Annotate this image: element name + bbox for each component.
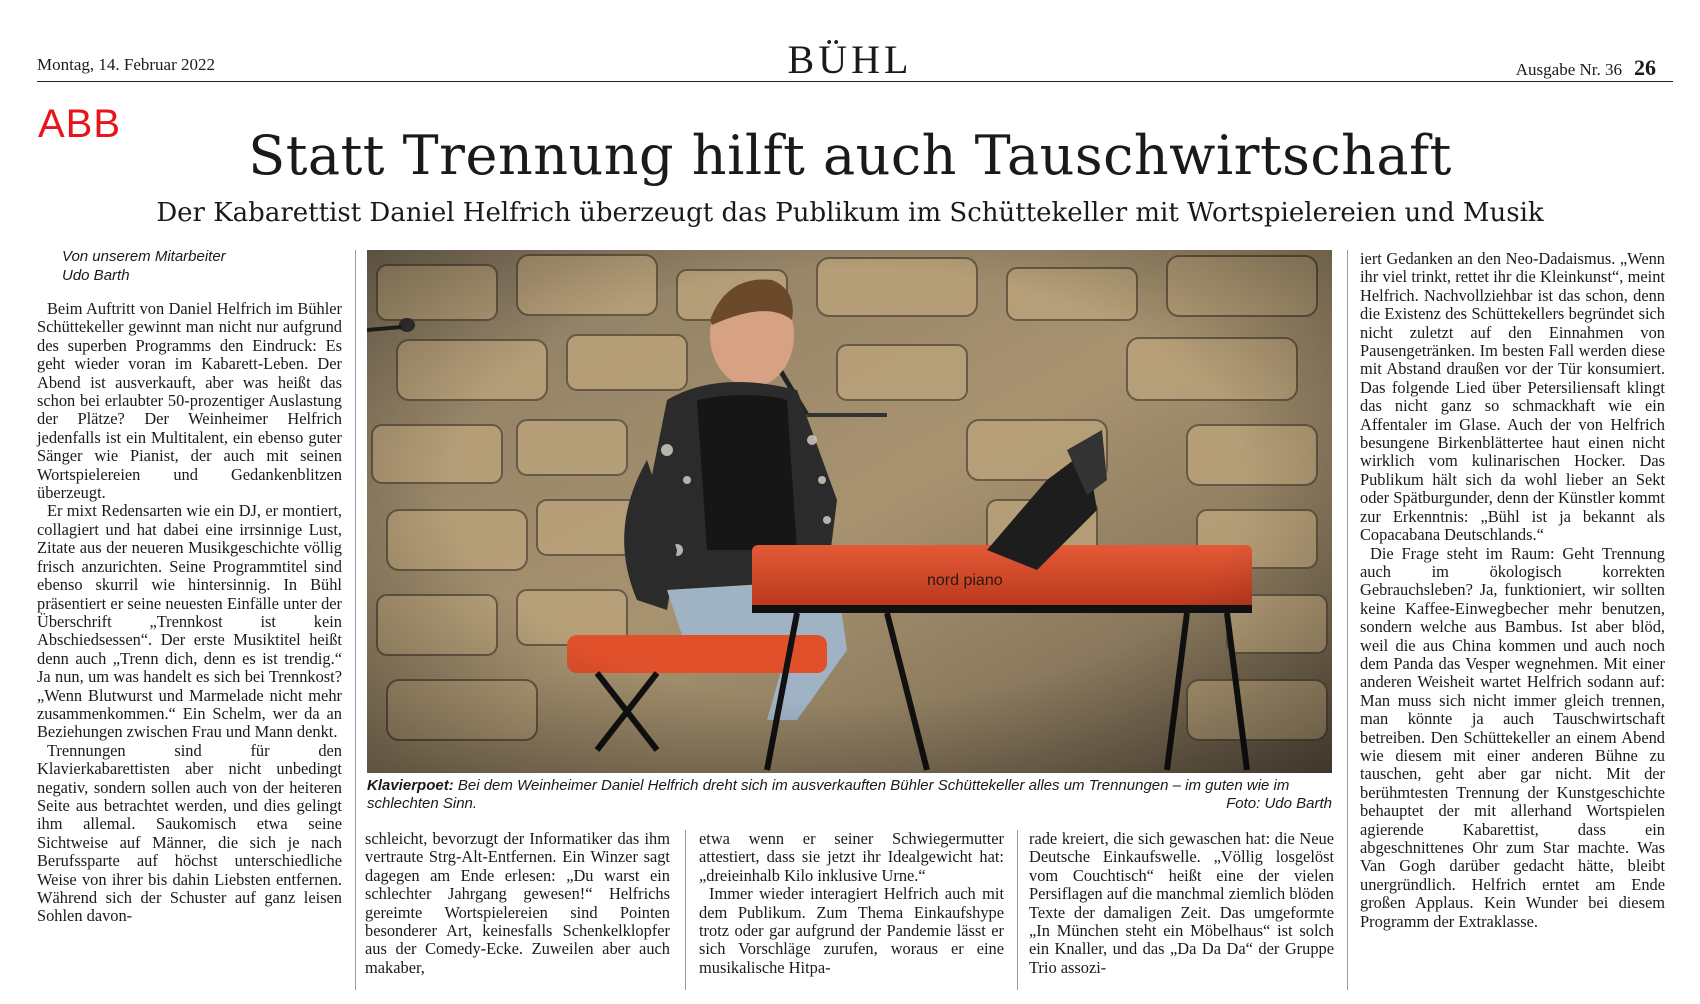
article-column-5 <box>1360 250 1665 931</box>
byline-role: Von unserem Mitarbeiter <box>62 248 226 265</box>
photo-credit: Foto: Udo Barth <box>1226 795 1332 812</box>
byline-author: Udo Barth <box>62 267 130 284</box>
column-divider <box>355 250 356 990</box>
header-rule <box>37 81 1673 82</box>
article-column-1 <box>37 300 342 926</box>
paragraph: Beim Auftritt von Daniel Helfrich im Bühler Schüttekeller gewinnt man nicht nur aufgrund des superben Programms den Eindruck: Es geht wieder voran im Kabarett-Leben. Der Abend ist ausverkauft, aber was heißt das schon bei erlaubter 50-prozentiger Auslastung der Plätze? Der Weinheimer Helfrich jedenfalls ist ein Multitalent, ein ebenso guter Sänger wie Pianist, der auch mit seinen Wortspielereien und Gedankenblitzen überzeugt. <box>37 299 342 503</box>
abb-stamp: ABB <box>38 102 122 146</box>
paragraph: rade kreiert, die sich gewaschen hat: die Neue Deutsche Einkaufswelle. „Völlig losgelöst vom Couchtisch“ heißt eine der vielen Persiflagen auf die manchmal ziemlich blöden Texte der damaligen Zeit. Das umgeformte „In München steht ein Möbelhaus“ ist solch ein Knaller, und das „Da Da Da“ der Gruppe Trio assozi- <box>1029 829 1334 977</box>
paragraph: etwa wenn er seiner Schwiegermutter attestiert, dass sie jetzt ihr Idealgewicht hat: „dreieinhalb Kilo inklusive Urne.“ <box>699 829 1004 885</box>
paragraph: Immer wieder interagiert Helfrich auch mit dem Publikum. Zum Thema Einkaufshype trotz oder gar aufgrund der Pandemie lässt er sich Vorschläge zurufen, woraus er eine musikalische Hitpa- <box>699 884 1004 977</box>
article-column-2 <box>365 830 670 977</box>
photo-caption <box>367 777 1332 813</box>
section-title: BÜHL <box>787 37 913 82</box>
pianist-photo-illustration <box>367 250 1332 773</box>
byline <box>62 247 226 285</box>
caption-lead: Klavierpoet: <box>367 777 454 794</box>
subheadline: Der Kabarettist Daniel Helfrich überzeugt das Publikum im Schüttekeller mit Wortspielereien und Musik <box>156 198 1544 228</box>
paragraph: schleicht, bevorzugt der Informatiker das ihm vertraute Strg-Alt-Entfernen. Ein Winzer sagt dagegen am Ende erlesen: „Du warst ein schlechter Jahrgang gewesen!“ Helfrichs gereimte Wortspielereien sind Pointen besonderer Art, keinesfalls Schenkelklopfer aus der Comedy-Ecke. Zuweilen aber auch makaber, <box>365 829 670 977</box>
column-divider <box>1347 250 1348 990</box>
concert-photo <box>367 250 1332 773</box>
page-number: 26 <box>1634 55 1656 80</box>
paragraph: Er mixt Redensarten wie ein DJ, er montiert, collagiert und hat dabei eine irrsinnige Lust, Zitate aus der neueren Musikgeschichte völlig frisch anzurichten. Seine Programmtitel sind ebenso skurril wie hintersinnig. In Bühl präsentiert er seine neuesten Einfälle unter der Überschrift „Trennkost ist kein Abschiedsessen“. Der erste Musiktitel heißt denn auch „Trenn dich, denn es ist trendig.“ Ja nun, um was handelt es sich bei Trennkost? „Wenn Blutwurst und Marmelade nicht mehr zusammenkommen.“ Ein Schelm, wer da an Beziehungen zwischen Frau und Mann denkt. <box>37 501 342 742</box>
issue-label: Ausgabe Nr. 36 <box>1515 60 1622 79</box>
column-divider <box>685 830 686 990</box>
paragraph: Die Frage steht im Raum: Geht Trennung auch im ökologisch korrekten Gebrauchsleben? Ja, funktioniert, wir sollten keine Kaffee-Einwegbecher mehr benutzen, sondern welche aus Bambus. Ist aber blöd, weil die aus China kommen und auch noch dem Panda das Vesper wegnehmen. Mit einer anderen Weisheit wartet Helfrich sodann auf: Man muss sich nicht immer gleich trennen, man könnte ja auch Tauschwirtschaft betreiben. Den Schüttekeller an einem Abend wie diesem mit einer anderen Bühne zu tauschen, geht aber gar nicht. Mit der berühmtesten Trennung der Kunstgeschichte behauptet der mit allerhand Wortspielen agierende Kabarettist, dass ein abgeschnittenes Ohr zum Star machte. Was Van Gogh darüber gedacht hätte, bleibt unergründlich. Helfrich erntet am Ende großen Applaus. Kein Wunder bei diesem Programm der Extraklasse. <box>1360 543 1665 931</box>
headline: Statt Trennung hilft auch Tauschwirtschaft <box>248 124 1452 187</box>
caption-text: Bei dem Weinheimer Daniel Helfrich dreht sich im ausverkauften Bühler Schüttekeller alles um Trennungen – im guten wie im schlechten Sinn. <box>367 777 1290 812</box>
article-column-3 <box>699 830 1004 977</box>
column-divider <box>1017 830 1018 990</box>
issue-date: Montag, 14. Februar 2022 <box>37 55 216 74</box>
article-column-4 <box>1029 830 1334 977</box>
paragraph: Trennungen sind für den Klavierkabarettisten aber nicht unbedingt negativ, sondern sollen auch von der heiteren Seite aus betrachtet werden, und dies gelingt ihm allemal. Saukomisch etwa seine Sichtweise auf Männer, die sich je nach Berufssparte auf höchst unterschiedliche Weise von ihrer bis dahin Liebsten entfernen. Während sich der Schuster auf ganz leisen Sohlen davon- <box>37 740 342 926</box>
paragraph: iert Gedanken an den Neo-Dadaismus. „Wenn ihr viel trinkt, rettet ihr die Kleinkunst“, meint Helfrich. Nachvollziehbar ist das schon, denn die Existenz des Schüttekellers begründet sich nicht zuletzt auf den Einnahmen von Pausengetränken. Im besten Fall werden diese mit Abstand draußen vor der Tür konsumiert. Das folgende Lied über Petersiliensaft klingt das nicht ganz so schmackhaft wie ein Affentaler im Glase. Auch der von Helfrich besungene Birkenblättertee haut einen nicht wirklich vom kulinarischen Hocker. Das Publikum hält sich da wohl lieber an Sekt oder Spätburgunder, denn der Künstler kommt zur Erkenntnis: „Bühl ist ja bekannt als Copacabana Deutschlands.“ <box>1360 249 1665 545</box>
issue-number <box>1516 55 1656 81</box>
